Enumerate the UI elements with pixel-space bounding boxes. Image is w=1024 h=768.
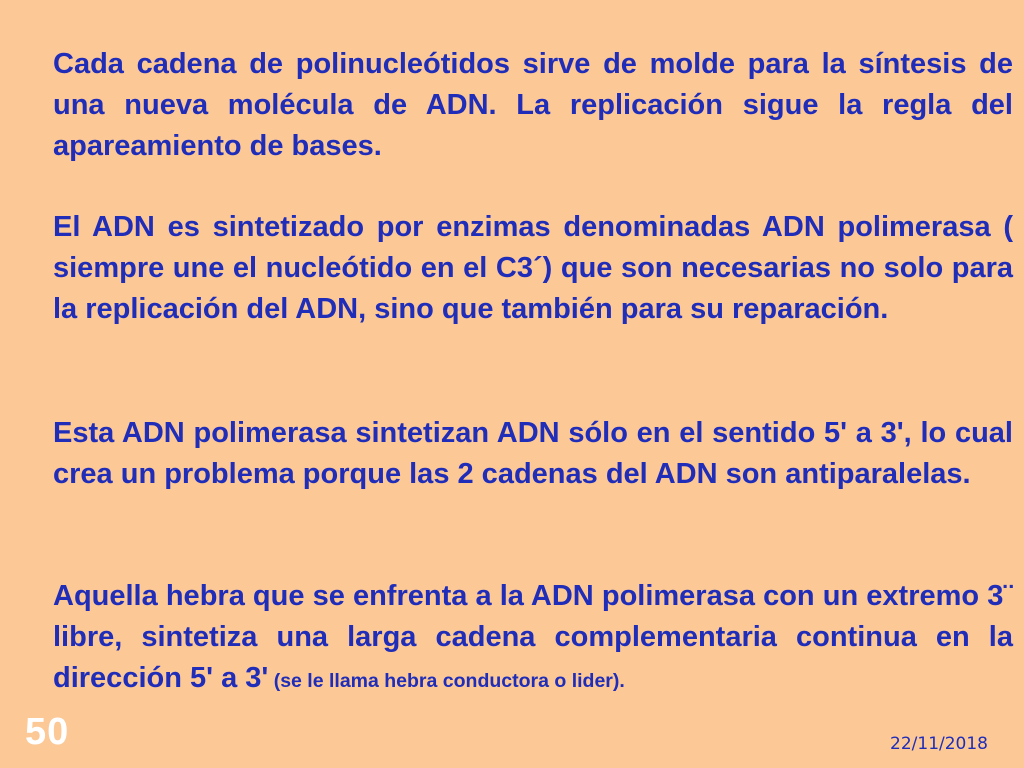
paragraph-3: Esta ADN polimerasa sintetizan ADN sólo en el sentido 5' a 3', lo cual crea un problema porque las 2 cadenas del ADN son antiparalelas. bbox=[53, 417, 1013, 490]
paragraph-4 bbox=[53, 576, 1013, 702]
paragraph-1: Cada cadena de polinucleótidos sirve de molde para la síntesis de una nueva molécula de ADN. La replicación sigue la regla del apareamiento de bases. bbox=[53, 48, 1013, 162]
paragraph-2: El ADN es sintetizado por enzimas denominadas ADN polimerasa ( siempre une el nucleótido en el C3´) que son necesarias no solo para la replicación del ADN, sino que también para su reparación. bbox=[53, 211, 1013, 325]
slide-number: 50 bbox=[25, 711, 70, 753]
paragraph-4-note: (se le llama hebra conductora o lider). bbox=[268, 670, 625, 692]
paragraph-4-main: Aquella hebra que se enfrenta a la ADN polimerasa con un extremo 3¨ libre, sintetiza una larga cadena complementaria continua en la dirección 5' a 3' bbox=[53, 580, 1013, 694]
slide-date: 22/11/2018 bbox=[890, 734, 988, 754]
